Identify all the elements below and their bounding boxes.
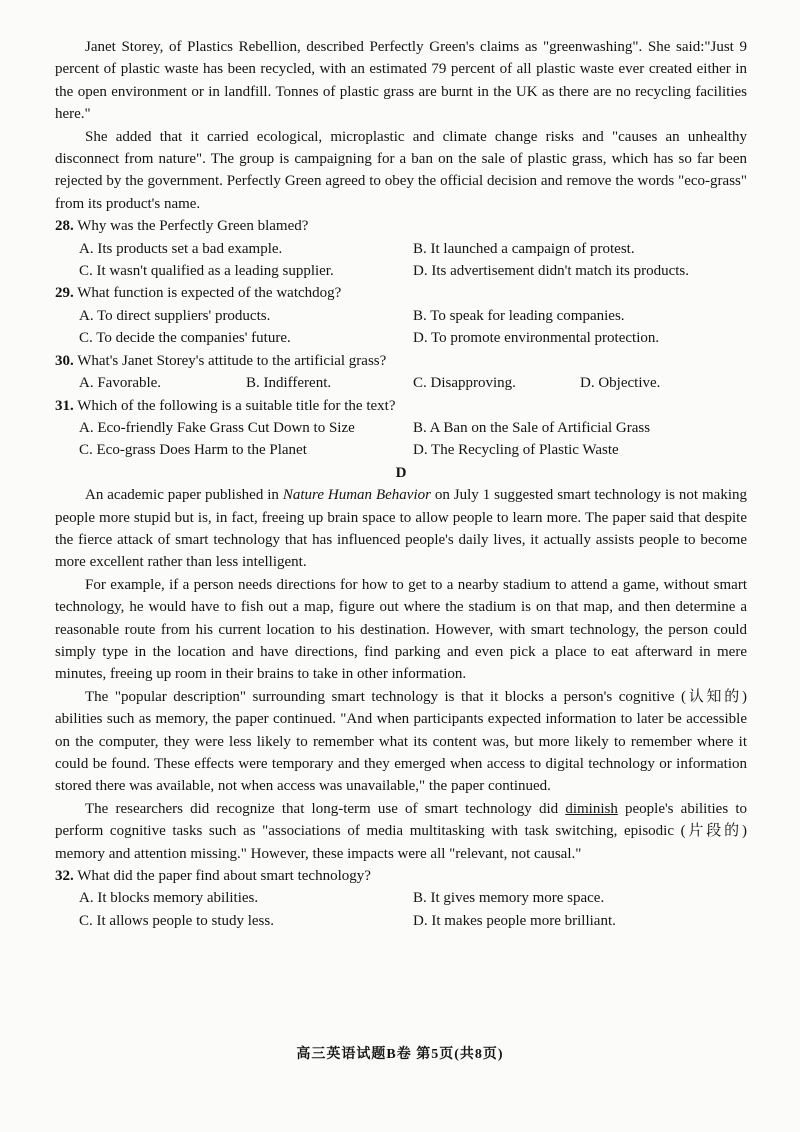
- option-b: B. A Ban on the Sale of Artificial Grass: [413, 419, 651, 436]
- option-d: D. Objective.: [580, 375, 661, 392]
- question-number: 30.: [55, 352, 74, 369]
- option-a: A. Eco-friendly Fake Grass Cut Down to Size: [79, 419, 355, 436]
- option-b: B. It gives memory more space.: [413, 890, 605, 907]
- question-32: [55, 865, 747, 932]
- text: An academic paper published in: [85, 487, 283, 504]
- section-d-heading: D: [395, 464, 407, 481]
- question-number: 31.: [55, 397, 74, 414]
- question-number: 28.: [55, 218, 74, 235]
- text: The researchers did recognize that long-term use of smart technology did: [85, 800, 566, 817]
- question-text: Why was the Perfectly Green blamed?: [77, 218, 309, 235]
- option-c: C. Eco-grass Does Harm to the Planet: [79, 442, 307, 459]
- option-a: A. Favorable.: [79, 375, 162, 392]
- option-c: C. It allows people to study less.: [79, 912, 274, 929]
- passage-c-paragraph-1: Janet Storey, of Plastics Rebellion, described Perfectly Green's claims as "greenwashing". She said:"Just 9 percent of plastic waste has been recycled, with an estimated 79 percent of all plastic waste ever created either in the open environment or in landfill. Tonnes of plastic grass are burnt in the UK as there are no recycling facilities here.": [55, 39, 747, 123]
- question-text: What's Janet Storey's attitude to the artificial grass?: [77, 352, 387, 369]
- option-a: A. To direct suppliers' products.: [79, 307, 271, 324]
- question-number: 32.: [55, 868, 74, 885]
- question-text: What function is expected of the watchdog?: [77, 285, 342, 302]
- option-c: C. Disapproving.: [413, 375, 516, 392]
- underlined-word: diminish: [565, 800, 618, 817]
- option-a: A. Its products set a bad example.: [79, 240, 283, 257]
- option-b: B. It launched a campaign of protest.: [413, 240, 635, 257]
- page-footer: 高三英语试题B卷 第5页(共8页): [296, 1047, 504, 1062]
- passage-c-paragraph-2: She added that it carried ecological, microplastic and climate change risks and "causes an unhealthy disconnect from nature". The group is campaigning for a ban on the sale of plastic grass, which has so far been rejected by the government. Perfectly Green agreed to obey the official decision and remove the words "eco-grass" from its product's name.: [55, 128, 747, 212]
- option-c: C. It wasn't qualified as a leading supplier.: [79, 263, 334, 280]
- passage-d-paragraph-1: [55, 484, 747, 574]
- question-29: [55, 282, 747, 349]
- question-28: [55, 215, 747, 282]
- passage-d-paragraph-2: For example, if a person needs directions for how to get to a nearby stadium to attend a game, without smart technology, he would have to fish out a map, figure out where the stadium is on that map, and then determine a reasonable route from his current location to his destination. However, with smart technology, the person could simply type in the location and have directions, find parking and even pick a place to eat afterward in mere minutes, freeing up room in their brains to take in other information.: [55, 576, 747, 683]
- text: people's abilities to perform cognitive tasks such as "associations of media multitasking with task switching, episodic (片段的) memory and attention missing." However, these impacts were all "relevant, not causal.": [55, 800, 747, 862]
- option-d: D. To promote environmental protection.: [413, 330, 660, 347]
- option-a: A. It blocks memory abilities.: [79, 890, 259, 907]
- option-c: C. To decide the companies' future.: [79, 330, 291, 347]
- question-text: Which of the following is a suitable title for the text?: [77, 397, 396, 414]
- question-30: [55, 350, 747, 395]
- question-text: What did the paper find about smart technology?: [77, 868, 371, 885]
- option-b: B. Indifferent.: [246, 375, 332, 392]
- passage-d-paragraph-3: The "popular description" surrounding smart technology is that it blocks a person's cognitive (认知的) abilities such as memory, the paper continued. "And when participants expected information to later be accessible on the computer, they were less likely to remember what its content was, but more likely to remember where it could be found. These effects were temporary and they emerged when access to digital technology or information stored there was available, not when access was unavailable," the paper continued.: [55, 688, 747, 795]
- journal-title: Nature Human Behavior: [282, 487, 431, 504]
- passage-d-paragraph-4: [55, 798, 747, 865]
- question-number: 29.: [55, 285, 74, 302]
- option-d: D. The Recycling of Plastic Waste: [413, 442, 619, 459]
- question-31: [55, 395, 747, 462]
- option-d: D. Its advertisement didn't match its products.: [413, 263, 689, 280]
- exam-page: [55, 36, 747, 932]
- option-d: D. It makes people more brilliant.: [413, 912, 616, 929]
- text: on July 1 suggested smart technology is not making people more stupid but is, in fact, freeing up brain space to allow people to learn more. The paper said that despite the fierce attack of smart technology that has influenced people's daily lives, it actually assists people to become more excellent rather than less intelligent.: [55, 487, 748, 571]
- option-b: B. To speak for leading companies.: [413, 307, 625, 324]
